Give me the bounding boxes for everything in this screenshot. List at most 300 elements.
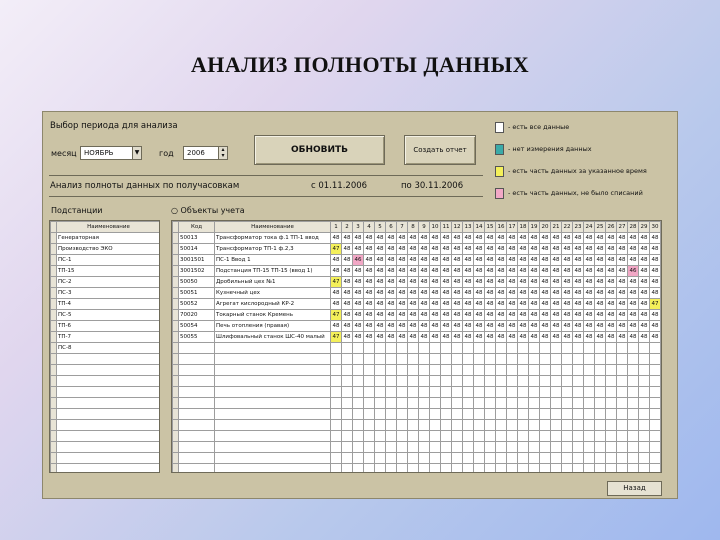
refresh-button[interactable]: ОБНОВИТЬ (254, 135, 385, 165)
day-value-cell: 48 (584, 255, 595, 266)
day-value-cell: 48 (342, 255, 353, 266)
day-value-cell: 48 (584, 233, 595, 244)
day-value-cell: 48 (540, 299, 551, 310)
day-value-cell: 48 (573, 233, 584, 244)
day-value-cell: 48 (386, 255, 397, 266)
day-value-cell: 48 (573, 310, 584, 321)
day-value-cell: 48 (375, 233, 386, 244)
empty-row (51, 420, 161, 431)
day-value-cell: 48 (540, 277, 551, 288)
day-value-cell: 48 (342, 299, 353, 310)
substation-name: Производство ЭКО (57, 244, 161, 255)
day-value-cell: 48 (540, 288, 551, 299)
empty-row (173, 453, 661, 464)
day-value-cell: 47 (331, 310, 342, 321)
col-day: 5 (375, 222, 386, 233)
empty-row (173, 420, 661, 431)
day-value-cell: 47 (331, 244, 342, 255)
day-value-cell: 48 (430, 255, 441, 266)
day-value-cell: 48 (408, 310, 419, 321)
col-day: 25 (595, 222, 606, 233)
object-code: 50052 (179, 299, 215, 310)
day-value-cell: 48 (507, 266, 518, 277)
col-day: 15 (485, 222, 496, 233)
day-value-cell: 48 (650, 310, 661, 321)
day-value-cell: 48 (496, 299, 507, 310)
day-value-cell: 48 (573, 255, 584, 266)
empty-row (173, 464, 661, 474)
substation-row[interactable] (51, 343, 161, 354)
col-day: 29 (639, 222, 650, 233)
col-day: 30 (650, 222, 661, 233)
empty-row (173, 442, 661, 453)
substations-list[interactable] (49, 220, 160, 473)
day-value-cell: 48 (595, 332, 606, 343)
day-value-cell: 47 (650, 299, 661, 310)
day-value-cell: 48 (386, 321, 397, 332)
empty-row (51, 431, 161, 442)
day-value-cell: 48 (364, 321, 375, 332)
day-value-cell: 48 (496, 288, 507, 299)
substation-row[interactable] (51, 233, 161, 244)
day-value-cell: 48 (441, 299, 452, 310)
day-value-cell: 48 (551, 266, 562, 277)
create-report-button[interactable]: Создать отчет (404, 135, 476, 165)
day-value-cell: 48 (540, 310, 551, 321)
day-value-cell: 48 (441, 233, 452, 244)
day-value-cell: 48 (342, 266, 353, 277)
day-value-cell: 48 (463, 244, 474, 255)
day-value-cell: 48 (419, 332, 430, 343)
col-day: 24 (584, 222, 595, 233)
day-value-cell: 48 (518, 310, 529, 321)
legend-missing-text: - нет измерения данных (508, 145, 592, 153)
day-value-cell: 48 (441, 288, 452, 299)
substation-row[interactable] (51, 288, 161, 299)
object-name: ПС-1 Ввод 1 (215, 255, 331, 266)
day-value-cell: 48 (617, 266, 628, 277)
col-day: 13 (463, 222, 474, 233)
substation-name: ТП-7 (57, 332, 161, 343)
day-value-cell: 48 (441, 244, 452, 255)
day-value-cell: 48 (584, 266, 595, 277)
day-value-cell: 48 (573, 299, 584, 310)
day-value-cell: 48 (463, 321, 474, 332)
day-value-cell: 48 (452, 277, 463, 288)
empty-row (173, 398, 661, 409)
day-value-cell: 48 (562, 288, 573, 299)
day-value-cell: 48 (606, 266, 617, 277)
day-value-cell: 48 (353, 310, 364, 321)
day-value-cell: 48 (573, 332, 584, 343)
day-value-cell: 48 (463, 332, 474, 343)
day-value-cell: 48 (628, 310, 639, 321)
day-value-cell: 48 (573, 321, 584, 332)
day-value-cell: 48 (441, 266, 452, 277)
day-value-cell: 48 (551, 332, 562, 343)
day-value-cell: 48 (507, 321, 518, 332)
day-value-cell: 48 (617, 233, 628, 244)
day-value-cell: 46 (628, 266, 639, 277)
substation-name: ПС-1 (57, 255, 161, 266)
date-to: по 30.11.2006 (401, 181, 464, 191)
day-value-cell: 48 (331, 255, 342, 266)
year-input[interactable]: 2006 (183, 146, 219, 160)
day-value-cell: 48 (419, 321, 430, 332)
day-value-cell: 48 (617, 299, 628, 310)
day-value-cell: 48 (397, 244, 408, 255)
back-button[interactable]: Назад (607, 481, 662, 496)
day-value-cell: 48 (639, 321, 650, 332)
day-value-cell: 48 (562, 233, 573, 244)
day-value-cell: 48 (628, 244, 639, 255)
legend-none-swatch (495, 188, 504, 199)
day-value-cell: 48 (496, 255, 507, 266)
day-value-cell: 48 (474, 233, 485, 244)
day-value-cell: 48 (419, 288, 430, 299)
day-value-cell: 48 (518, 321, 529, 332)
day-value-cell: 48 (529, 233, 540, 244)
object-row[interactable] (173, 332, 661, 343)
day-value-cell: 48 (606, 310, 617, 321)
object-name: Подстанция ТП-15 ТП-15 (ввод 1) (215, 266, 331, 277)
day-value-cell: 48 (375, 332, 386, 343)
col-day: 20 (540, 222, 551, 233)
substation-row[interactable] (51, 332, 161, 343)
col-day: 17 (507, 222, 518, 233)
col-day: 6 (386, 222, 397, 233)
col-day: 3 (353, 222, 364, 233)
day-value-cell: 48 (518, 266, 529, 277)
day-value-cell: 48 (595, 255, 606, 266)
day-value-cell: 48 (364, 244, 375, 255)
day-value-cell: 48 (353, 244, 364, 255)
day-value-cell: 48 (529, 332, 540, 343)
day-value-cell: 48 (364, 233, 375, 244)
day-value-cell: 48 (540, 332, 551, 343)
day-value-cell: 48 (452, 266, 463, 277)
day-value-cell: 48 (386, 288, 397, 299)
object-code: 50051 (179, 288, 215, 299)
day-value-cell: 48 (342, 310, 353, 321)
substation-row[interactable] (51, 310, 161, 321)
empty-row (51, 398, 161, 409)
object-code: 3001501 (179, 255, 215, 266)
object-row[interactable] (173, 288, 661, 299)
object-row[interactable] (173, 233, 661, 244)
day-value-cell: 48 (507, 288, 518, 299)
day-value-cell: 48 (650, 332, 661, 343)
object-code: 50054 (179, 321, 215, 332)
object-name: Трансформатор тока ф.1 ТП-1 ввод (215, 233, 331, 244)
day-value-cell: 48 (430, 277, 441, 288)
substation-row[interactable] (51, 321, 161, 332)
empty-row (173, 431, 661, 442)
object-name: Агрегат кислородный КР-2 (215, 299, 331, 310)
day-value-cell: 48 (397, 288, 408, 299)
day-value-cell: 48 (452, 332, 463, 343)
day-value-cell: 48 (364, 332, 375, 343)
day-value-cell: 48 (353, 266, 364, 277)
day-value-cell: 48 (474, 321, 485, 332)
separator-top (49, 175, 483, 176)
day-value-cell: 48 (639, 310, 650, 321)
legend-partial-text: - есть часть данных за указанное время (508, 167, 647, 175)
object-code: 50055 (179, 332, 215, 343)
substation-row[interactable] (51, 244, 161, 255)
empty-row (51, 376, 161, 387)
day-value-cell: 48 (331, 233, 342, 244)
day-value-cell: 48 (529, 266, 540, 277)
day-value-cell: 48 (364, 310, 375, 321)
day-value-cell: 48 (584, 288, 595, 299)
day-value-cell: 48 (386, 233, 397, 244)
day-value-cell: 48 (485, 321, 496, 332)
day-value-cell: 47 (331, 332, 342, 343)
day-value-cell: 48 (408, 277, 419, 288)
day-value-cell: 48 (584, 299, 595, 310)
day-value-cell: 48 (551, 244, 562, 255)
day-value-cell: 48 (430, 288, 441, 299)
day-value-cell: 48 (463, 310, 474, 321)
day-value-cell: 48 (551, 255, 562, 266)
day-value-cell: 48 (430, 310, 441, 321)
substation-row[interactable] (51, 277, 161, 288)
col-day: 4 (364, 222, 375, 233)
substations-header: Наименование (57, 222, 161, 233)
day-value-cell: 48 (452, 288, 463, 299)
day-value-cell: 48 (375, 266, 386, 277)
day-value-cell: 48 (606, 255, 617, 266)
day-value-cell: 48 (562, 321, 573, 332)
day-value-cell: 48 (408, 299, 419, 310)
day-value-cell: 48 (485, 266, 496, 277)
object-row[interactable] (173, 321, 661, 332)
day-value-cell: 48 (595, 321, 606, 332)
day-value-cell: 48 (573, 244, 584, 255)
col-day: 12 (452, 222, 463, 233)
substation-name: ПС-2 (57, 277, 161, 288)
day-value-cell: 48 (364, 255, 375, 266)
objects-grid[interactable] (171, 220, 662, 473)
legend-ok-swatch (495, 122, 504, 133)
separator-mid (49, 196, 483, 197)
day-value-cell: 48 (650, 288, 661, 299)
day-value-cell: 48 (496, 321, 507, 332)
day-value-cell: 48 (529, 299, 540, 310)
object-code: 50013 (179, 233, 215, 244)
col-day: 10 (430, 222, 441, 233)
empty-row (51, 365, 161, 376)
analysis-label: Анализ полноты данных по получасовкам (50, 181, 240, 191)
slide-title: АНАЛИЗ ПОЛНОТЫ ДАННЫХ (190, 52, 530, 77)
day-value-cell: 48 (606, 299, 617, 310)
col-day: 1 (331, 222, 342, 233)
day-value-cell: 48 (452, 321, 463, 332)
day-value-cell: 48 (595, 288, 606, 299)
day-value-cell: 48 (551, 310, 562, 321)
empty-row (51, 387, 161, 398)
day-value-cell: 48 (529, 244, 540, 255)
day-value-cell: 48 (375, 244, 386, 255)
day-value-cell: 48 (463, 255, 474, 266)
day-value-cell: 48 (485, 255, 496, 266)
day-value-cell: 48 (540, 266, 551, 277)
legend-none-text: - есть часть данных, не было списаний (508, 189, 643, 197)
day-value-cell: 48 (562, 244, 573, 255)
day-value-cell: 48 (485, 288, 496, 299)
day-value-cell: 48 (628, 233, 639, 244)
year-spinner-icon[interactable]: ▴ ▾ (218, 146, 228, 160)
day-value-cell: 48 (386, 332, 397, 343)
day-value-cell: 48 (375, 299, 386, 310)
day-value-cell: 48 (518, 299, 529, 310)
day-value-cell: 48 (617, 255, 628, 266)
day-value-cell: 48 (408, 255, 419, 266)
day-value-cell: 48 (551, 321, 562, 332)
substation-name: ТП-15 (57, 266, 161, 277)
substation-row[interactable] (51, 255, 161, 266)
day-value-cell: 48 (617, 321, 628, 332)
day-value-cell: 48 (540, 321, 551, 332)
day-value-cell: 48 (408, 321, 419, 332)
col-day: 2 (342, 222, 353, 233)
day-value-cell: 48 (397, 299, 408, 310)
day-value-cell: 48 (364, 288, 375, 299)
day-value-cell: 48 (485, 299, 496, 310)
day-value-cell: 48 (386, 310, 397, 321)
object-row[interactable] (173, 299, 661, 310)
object-row[interactable] (173, 255, 661, 266)
day-value-cell: 48 (628, 288, 639, 299)
day-value-cell: 48 (353, 277, 364, 288)
object-name: Трансформатор ТП-1 ф.2,3 (215, 244, 331, 255)
day-value-cell: 48 (507, 310, 518, 321)
object-name: Шлифовальный станок ШС-40 малый (215, 332, 331, 343)
day-value-cell: 48 (408, 244, 419, 255)
month-dropdown-icon[interactable]: ▼ (132, 146, 142, 160)
day-value-cell: 48 (496, 266, 507, 277)
legend-missing-swatch (495, 144, 504, 155)
day-value-cell: 48 (485, 332, 496, 343)
day-value-cell: 48 (595, 233, 606, 244)
object-name: Кузнечный цех (215, 288, 331, 299)
date-from: с 01.11.2006 (311, 181, 368, 191)
day-value-cell: 48 (342, 288, 353, 299)
col-day: 16 (496, 222, 507, 233)
object-row[interactable] (173, 277, 661, 288)
day-value-cell: 48 (375, 288, 386, 299)
col-day: 26 (606, 222, 617, 233)
day-value-cell: 48 (375, 255, 386, 266)
day-value-cell: 48 (463, 277, 474, 288)
day-value-cell: 48 (639, 244, 650, 255)
day-value-cell: 48 (485, 233, 496, 244)
day-value-cell: 48 (650, 321, 661, 332)
day-value-cell: 48 (452, 244, 463, 255)
day-value-cell: 48 (419, 255, 430, 266)
day-value-cell: 48 (430, 332, 441, 343)
empty-row (51, 409, 161, 420)
day-value-cell: 48 (342, 244, 353, 255)
day-value-cell: 48 (529, 310, 540, 321)
day-value-cell: 48 (452, 299, 463, 310)
object-row[interactable] (173, 266, 661, 277)
day-value-cell: 48 (485, 244, 496, 255)
day-value-cell: 48 (419, 266, 430, 277)
day-value-cell: 48 (342, 233, 353, 244)
day-value-cell: 48 (507, 244, 518, 255)
legend-ok-text: - есть все данные (508, 123, 570, 131)
col-day: 8 (408, 222, 419, 233)
day-value-cell: 48 (518, 332, 529, 343)
day-value-cell: 48 (496, 233, 507, 244)
day-value-cell: 48 (617, 244, 628, 255)
day-value-cell: 48 (331, 266, 342, 277)
day-value-cell: 48 (562, 266, 573, 277)
day-value-cell: 48 (606, 277, 617, 288)
day-value-cell: 48 (628, 332, 639, 343)
day-value-cell: 48 (584, 277, 595, 288)
day-value-cell: 48 (353, 332, 364, 343)
day-value-cell: 48 (628, 255, 639, 266)
day-value-cell: 48 (485, 277, 496, 288)
substation-name: ТП-4 (57, 299, 161, 310)
day-value-cell: 48 (584, 321, 595, 332)
empty-row (51, 442, 161, 453)
substation-row[interactable] (51, 266, 161, 277)
empty-row (51, 464, 161, 474)
day-value-cell: 48 (419, 277, 430, 288)
day-value-cell: 48 (441, 332, 452, 343)
day-value-cell: 48 (551, 288, 562, 299)
day-value-cell: 48 (474, 266, 485, 277)
day-value-cell: 48 (397, 321, 408, 332)
day-value-cell: 48 (617, 310, 628, 321)
day-value-cell: 48 (584, 244, 595, 255)
day-value-cell: 48 (419, 310, 430, 321)
day-value-cell: 48 (485, 310, 496, 321)
day-value-cell: 48 (507, 255, 518, 266)
day-value-cell: 48 (639, 277, 650, 288)
col-code: Код (179, 222, 215, 233)
objects-title-text: Объекты учета (180, 206, 245, 215)
day-value-cell: 48 (650, 255, 661, 266)
object-row[interactable] (173, 244, 661, 255)
day-value-cell: 48 (650, 233, 661, 244)
substations-title: Подстанции (51, 206, 103, 215)
day-value-cell: 48 (331, 299, 342, 310)
day-value-cell: 48 (606, 332, 617, 343)
day-value-cell: 48 (430, 233, 441, 244)
month-select[interactable]: НОЯБРЬ (80, 146, 133, 160)
day-value-cell: 48 (463, 233, 474, 244)
substation-row[interactable] (51, 299, 161, 310)
day-value-cell: 47 (331, 277, 342, 288)
day-value-cell: 48 (540, 233, 551, 244)
month-label: месяц (51, 149, 77, 158)
day-value-cell: 48 (397, 266, 408, 277)
day-value-cell: 48 (364, 299, 375, 310)
object-name: Печь отопления (правая) (215, 321, 331, 332)
object-row[interactable] (173, 310, 661, 321)
day-value-cell: 48 (518, 244, 529, 255)
day-value-cell: 48 (375, 277, 386, 288)
day-value-cell: 48 (342, 321, 353, 332)
col-day: 23 (573, 222, 584, 233)
day-value-cell: 48 (463, 299, 474, 310)
day-value-cell: 48 (573, 266, 584, 277)
